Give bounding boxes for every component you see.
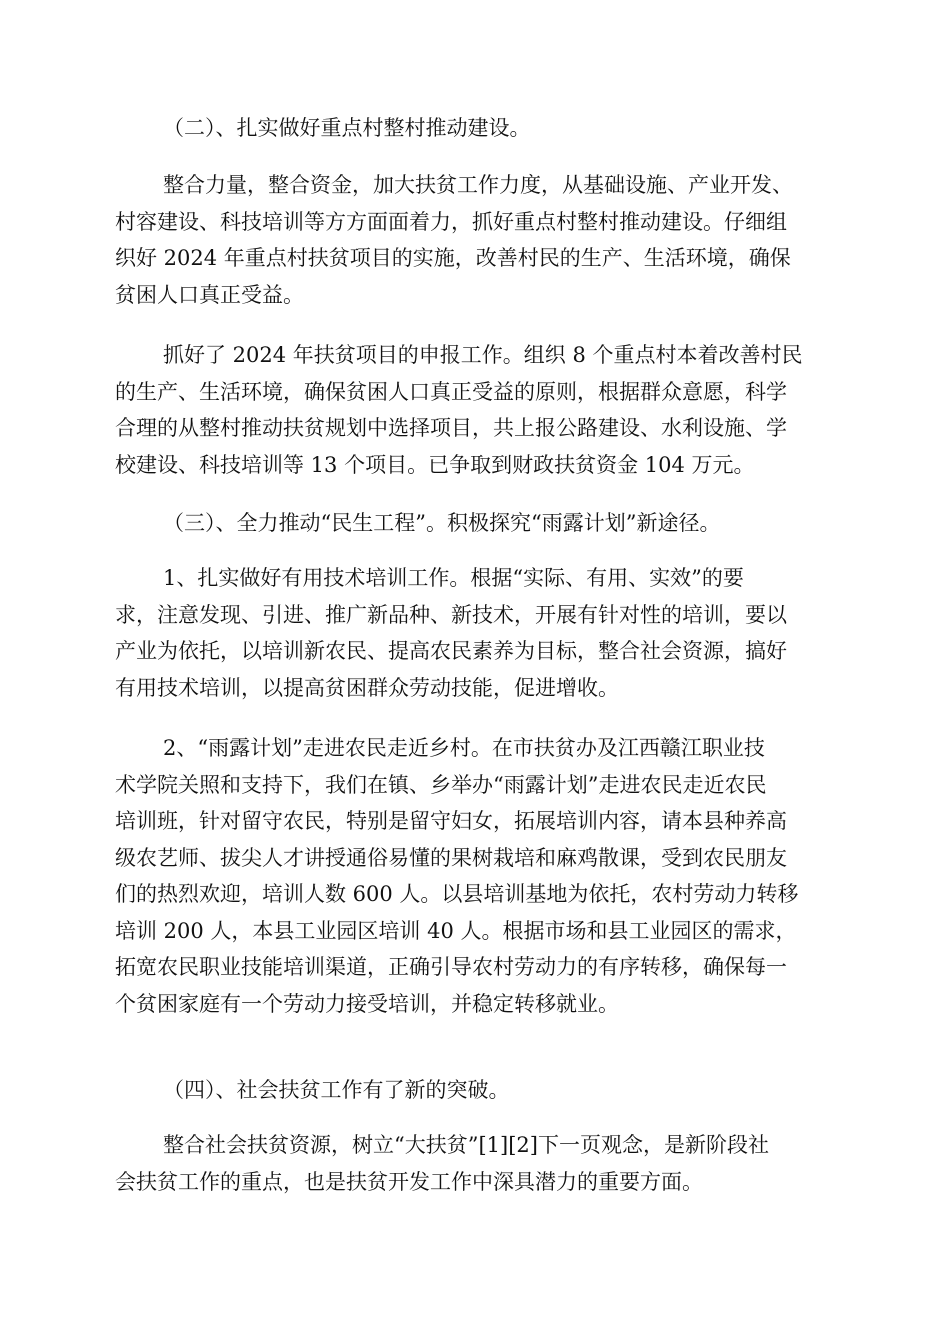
section-heading-4: （四）、社会扶贫工作有了新的突破。 [163,1078,510,1102]
paragraph-2: 抓好了 2024 年扶贫项目的申报工作。组织 8 个重点村本着改善村民 的生产、生活环境，确保贫困人口真正受益的原则，根据群众意愿，科学 合理的从整村推动扶贫规划中选择项目，共上报公路建设、水利设施、学 校建设、科技培训等 13 个项目。已争取到财政扶贫资金 104 万元。 [115,343,803,477]
paragraph-3: 1、扎实做好有用技术培训工作。根据“实际、有用、实效”的要 求，注意发现、引进、推广新品种、新技术，开展有针对性的培训，要以 产业为依托，以培训新农民、提高农民素养为目标，整合社会资源，搞好 有用技术培训，以提高贫困群众劳动技能，促进增收。 [115,566,787,700]
text-block-1 [115,110,835,147]
text-block-4 [115,505,835,542]
text-block-6 [115,730,835,1022]
paragraph-1: 整合力量，整合资金，加大扶贫工作力度，从基础设施、产业开发、 村容建设、科技培训等方方面面着力，抓好重点村整村推动建设。仔细组 织好 2024 年重点村扶贫项目的实施，改善村民的生产、生活环境，确保 贫困人口真正受益。 [115,173,793,307]
section-heading-2: （二）、扎实做好重点村整村推动建设。 [163,116,531,140]
text-block-7 [115,1072,835,1109]
text-block-5 [115,560,835,706]
paragraph-4: 2、“雨露计划”走进农民走近乡村。在市扶贫办及江西赣江职业技 术学院关照和支持下，我们在镇、乡举办“雨露计划”走进农民走近农民 培训班，针对留守农民，特别是留守妇女，拓展培训内容，请本县种养高 级农艺师、拔尖人才讲授通俗易懂的果树栽培和麻鸡散课，受到农民朋友 们的热烈欢迎，培训人数 600 人。以县培训基地为依托，农村劳动力转移 培训 200 人，本县工业园区培训 40 人。根据市场和县工业园区的需求， 拓宽农民职业技能培训渠道，正确引导农村劳动力的有序转移，确保每一 个贫困家庭有一个劳动力接受培训，并稳定转移就业。 [115,736,799,1016]
paragraph-5: 整合社会扶贫资源，树立“大扶贫”[1][2]下一页观念，是新阶段社 会扶贫工作的重点，也是扶贫开发工作中深具潜力的重要方面。 [115,1133,769,1194]
text-block-8 [115,1127,835,1200]
text-block-3 [115,337,835,483]
text-block-2 [115,167,835,313]
section-heading-3: （三）、全力推动“民生工程”。积极探究“雨露计划”新途径。 [163,511,721,535]
